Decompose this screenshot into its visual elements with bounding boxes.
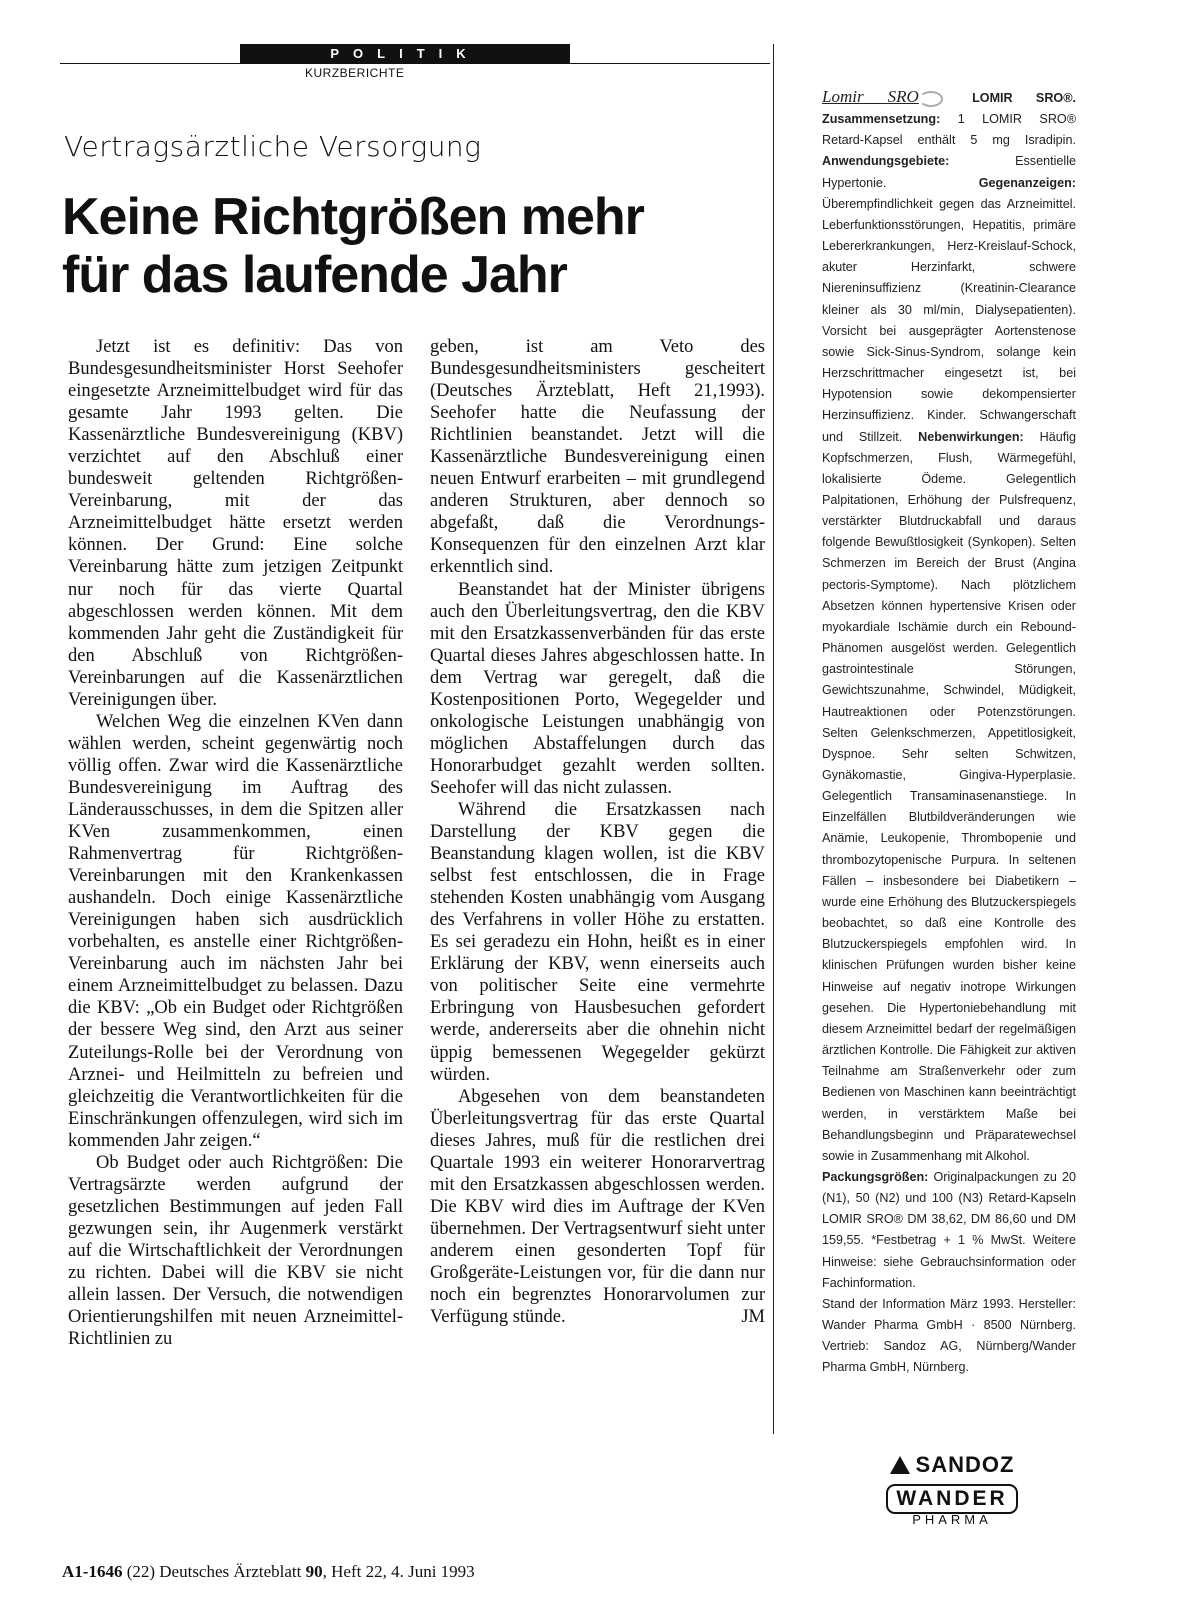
text-indications: Essentielle Hypertonie. (822, 154, 1076, 190)
manufacturer-logos (872, 1452, 1032, 1527)
headline-line-1: Keine Richtgrößen mehr (62, 188, 644, 246)
issue-details: , Heft 22, 4. Juni 1993 (322, 1562, 475, 1581)
issue-prefix: (22) Deutsches Ärzteblatt (126, 1562, 302, 1581)
text-packaging: Originalpackungen zu 20 (N1), 50 (N2) und 100 (N3) Retard-Kapseln LOMIR SRO® DM 38,62, DM 86,60 und DM 159,55. *Festbetrag + 1 % MwSt. Weitere Hinweise: siehe Gebrauchsinformation oder Fachinformation. (822, 1169, 1077, 1290)
article-column-1 (68, 336, 403, 1350)
author-signature: JM (741, 1307, 765, 1328)
label-indications: Anwendungsgebiete: (822, 154, 950, 169)
pharma-text: PHARMA (912, 1512, 992, 1527)
article-column-2 (430, 336, 765, 1328)
paragraph-final (430, 1086, 765, 1329)
subsection-label: KURZBERICHTE (305, 66, 405, 80)
drug-info-text (822, 86, 1076, 1167)
packaging-text (822, 1167, 1076, 1294)
sandoz-text: SANDOZ (915, 1452, 1015, 1477)
paragraph: Welchen Weg die einzelnen KVen dann wählen werden, scheint gegenwärtig noch völlig offen. Zwar wird die Kassenärztliche Bundesvereinigung im Auftrag des Länderausschusses, in dem die Spitzen aller KVen zusammenkommen, einen Rahmenvertrag für Richtgrößen-Vereinbarungen mit den Krankenkassen aushandeln. Doch einige Kassenärztliche Vereinigungen haben sich ausdrücklich vorbehalten, es anstelle einer Richtgrößen-Vereinbarung auch im nächsten Jahr bei einem Arzneimittelbudget zu belassen. Dazu die KBV: „Ob ein Budget oder Richtgrößen der bessere Weg sind, den Arzt aus seiner Zuteilungs-Rolle bei der Verordnung von Arznei- und Heilmitteln zu befreien und gleichzeitig die Verantwortlichkeiten für die Einschränkungen offenzulegen, wird sich im kommenden Jahr zeigen.“ (68, 711, 403, 1151)
paragraph: Ob Budget oder auch Richtgrößen: Die Vertragsärzte werden aufgrund der gesetzlichen Bestimmungen auf jeden Fall gezwungen sein, ihr Augenmerk verstärkt auf die Wirtschaftlichkeit der Verordnungen zu richten. Dabei will die KBV sie nicht allein lassen. Der Versuch, die notwendigen Orientierungshilfen mit neuen Arzneimittel-Richtlinien zu (68, 1152, 403, 1350)
text-composition: 1 LOMIR SRO® Retard-Kapsel enthält 5 mg Isradipin. (822, 112, 1076, 148)
sandoz-triangle-icon (890, 1456, 910, 1474)
page-number: A1-1646 (62, 1562, 123, 1581)
label-contraindications: Gegenanzeigen: (978, 175, 1076, 190)
label-side-effects: Nebenwirkungen: (918, 429, 1024, 444)
drug-name: LOMIR SRO®. (972, 91, 1077, 105)
paragraph: Jetzt ist es definitiv: Das von Bundesgesundheitsminister Horst Seehofer eingesetzte Arzneimittelbudget wird für das gesamte Jahr 1993 gelten. Die Kassenärztliche Bundesvereinigung (KBV) verzichtet auf den Abschluß einer bundesweit geltenden Richtgrößen-Vereinbarung, mit der das Arzneimittelbudget hätte ersetzt werden können. Der Grund: Eine solche Vereinbarung hätte zum jetzigen Zeitpunkt nur noch für das vierte Quartal abgeschlossen werden können. Mit dem kommenden Jahr geht die Zuständigkeit für den Abschluß von Richtgrößen-Vereinbarungen auf die Kassenärztlichen Vereinigungen über. (68, 337, 403, 710)
section-header (60, 44, 770, 88)
paragraph: geben, ist am Veto des Bundesgesundheitsministers gescheitert (Deutsches Ärzteblatt, Heft 21,1993). Seehofer hatte die Neufassung der Richtlinien beanstandet. Jetzt will die Kassenärztliche Bundesvereinigung einen neuen Entwurf erarbeiten – mit grundlegend anderen Strukturen, aber dennoch so abgefaßt, daß die Verordnungs-Konsequenzen für den einzelnen Arzt klar erkenntlich sind. (430, 337, 765, 578)
article-headline (62, 188, 782, 304)
text-contraindications: Überempfindlichkeit gegen das Arzneimittel. Leberfunktionsstörungen, Hepatitis, primäre Lebererkrankungen, Herz-Kreislauf-Schock, akuter Herzinfarkt, schwere Niereninsuffizienz (Kreatinin-Clearance kleiner als 30 ml/min, Dialysepatienten). Vorsicht bei ausgeprägter Aortenstenose sowie Sick-Sinus-Syndrom, solange kein Herzschrittmacher eingesetzt ist, bei Hypotension sowie dekompensierter Herzinsuffizienz. Kinder. Schwangerschaft und Stillzeit. (822, 196, 1076, 444)
headline-line-2: für das laufende Jahr (62, 246, 567, 304)
brand-swirl-icon (919, 91, 943, 107)
page-footer (62, 1562, 475, 1582)
sandoz-logo (872, 1452, 1032, 1478)
article-kicker: Vertragsärztliche Versorgung (64, 130, 482, 163)
wander-logo: WANDER (886, 1484, 1017, 1514)
text-side-effects: Häufig Kopfschmerzen, Flush, Wärmegefühl, lokalisierte Ödeme. Gelegentlich Palpitationen, Erhöhung der Pulsfrequenz, verstärkter Blutdruckabfall und daraus folgende Bewußtlosigkeit (Synkopen). Selten Schmerzen im Bereich der Brust (Angina pectoris-Symptome). Nach plötzlichem Absetzen können hypertensive Krisen oder myokardiale Ischämie durch ein Rebound-Phänomen ausgelöst werden. Gelegentlich gastrointestinale Störungen, Gewichtszunahme, Schwindel, Müdigkeit, Hautreaktionen oder Potenzstörungen. Selten Gelenkschmerzen, Appetitlosigkeit, Dyspnoe. Sehr selten Schwitzen, Gynäkomastie, Gingiva-Hyperplasie. Gelegentlich Transaminasenanstiege. In Einzelfällen Blutbildveränderungen wie Anämie, Leukopenie, Thrombopenie und thrombozytopenische Purpura. In seltenen Fällen – insbesondere bei Diabetikern – wurde eine Erhöhung des Blutzuckerspiegels beobachtet, so daß eine Kontrolle des Blutzuckerspiegels empfohlen wird. In klinischen Prüfungen wurden bisher keine Hinweise auf negativ inotrope Wirkungen gesehen. Die Hypertoniebehandlung mit diesem Arzneimittel bedarf der regelmäßigen ärztlichen Kontrolle. Die Fähigkeit zur aktiven Teilnahme am Straßenverkehr oder zum Bedienen von Maschinen kann beeinträchtigt werden, in verstärktem Maße bei Behandlungsbeginn und Präparatewechsel sowie in Zusammenhang mit Alkohol. (822, 429, 1077, 1163)
section-label: POLITIK (240, 44, 570, 63)
paragraph: Beanstandet hat der Minister übrigens auch den Überleitungsvertrag, den die KBV mit den Ersatzkassenverbänden für das erste Quartal dieses Jahres abgeschlossen hatte. In dem Vertrag war geregelt, daß die Kostenpositionen Porto, Wegegelder und onkologische Leistungen unabhängig von möglichen Abstaffelungen durch das Honorarbudget gezahlt werden sollten. Seehofer will das nicht zulassen. (430, 579, 765, 798)
paragraph-text: Abgesehen von dem beanstandeten Überleitungsvertrag für das erste Quartal dieses Jahres, muß für die restlichen drei Quartale 1993 ein weiterer Honorarvertrag mit den Ersatzkassen abgeschlossen werden. Die KBV wird dies im Auftrage der KVen übernehmen. Der Vertragsentwurf sieht unter anderem einen gesonderten Topf für Großgeräte-Leistungen vor, für die dann nur noch ein begrenztes Honorarvolumen zur Verfügung stünde. (430, 1086, 765, 1328)
info-stand: Stand der Information März 1993. Hersteller: Wander Pharma GmbH · 8500 Nürnberg. Vertrieb: Sandoz AG, Nürnberg/Wander Pharma GmbH, Nürnberg. (822, 1296, 1076, 1375)
volume-number: 90 (305, 1562, 323, 1581)
paragraph: Während die Ersatzkassen nach Darstellung der KBV gegen die Beanstandung klagen wollen, ist die KBV selbst fest entschlossen, die in Frage stehenden Kosten unabhängig vom Ausgang des Verfahrens in voller Höhe zu erstatten. Es sei geradezu ein Hohn, heißt es in einer Erklärung der KBV, wenn einerseits auch von politischer Seite eine vermehrte Erbringung von Hausbesuchen gefordert werde, andererseits aber die ohnehin nicht üppig bemessenen Wegegelder gekürzt würden. (430, 799, 765, 1085)
drug-info-sidebar (822, 86, 1076, 1379)
brand-logo: Lomir SRO (822, 87, 919, 106)
header-rule (60, 63, 770, 64)
label-composition: Zusammensetzung: (822, 112, 941, 127)
label-packaging: Packungsgrößen: (822, 1169, 929, 1184)
